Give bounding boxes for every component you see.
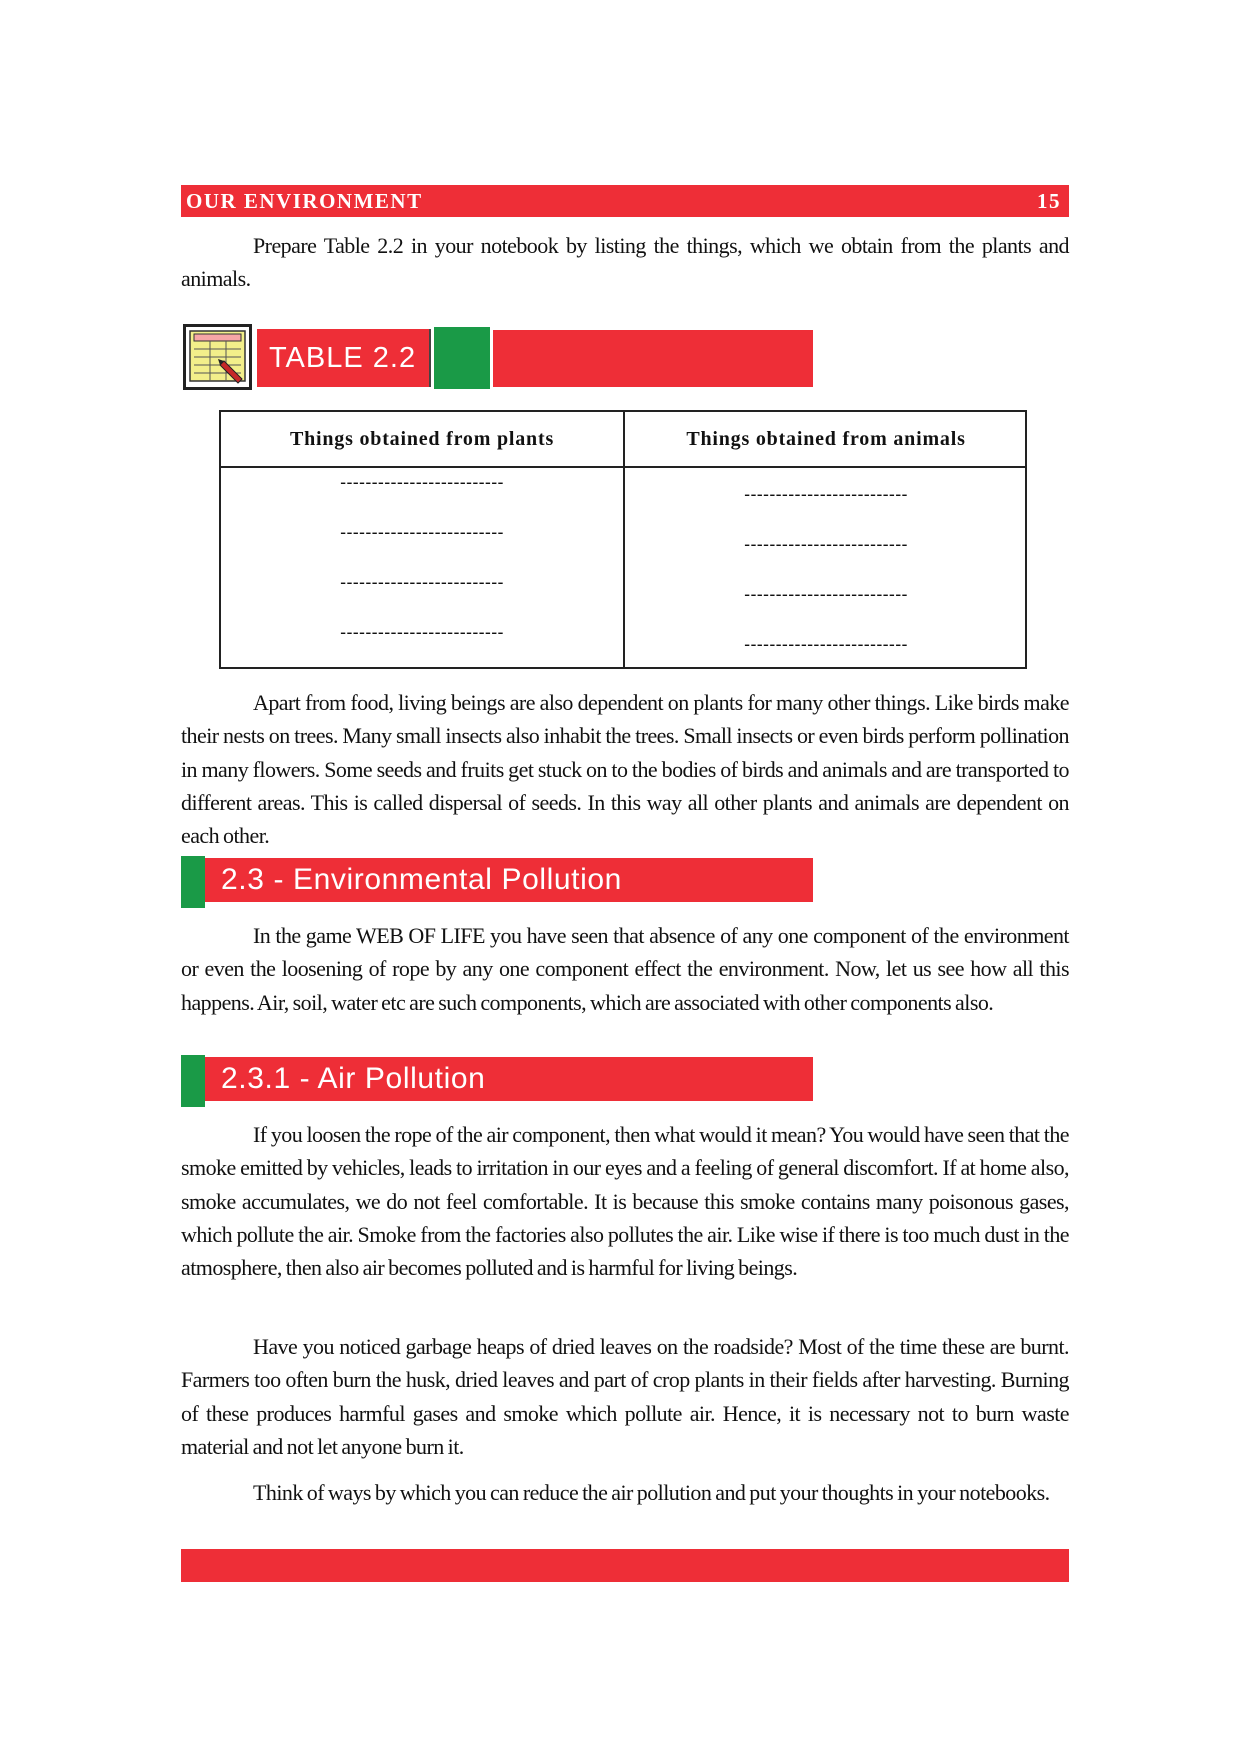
intro-paragraph: Prepare Table 2.2 in your notebook by listing the things, which we obtain from the plants and animals. xyxy=(181,233,1069,292)
table-label-accent-red xyxy=(493,330,813,387)
table-label-accent-green xyxy=(434,327,490,389)
footer-bar xyxy=(181,1549,1069,1582)
things-obtained-table xyxy=(219,410,1027,669)
section-heading-environmental-pollution xyxy=(181,856,813,908)
header-plants: Things obtained from plants xyxy=(289,428,555,450)
blank-line-plants: -------------------------- xyxy=(340,472,504,492)
blank-line-animals: -------------------------- xyxy=(744,534,908,554)
air-paragraph: If you loosen the rope of the air component, then what would it mean? You would have seen that the smoke emitted by vehicles, leads to irritation in our eyes and a feeling of general discomfort. If at home also, smoke accumulates, we do not feel comfortable. It is because this smoke contains many poisonous gases, which pollute the air. Smoke from the factories also pollutes the air. Like wise if there is too much dust in the atmosphere, then also air becomes polluted and is harmful for living beings. xyxy=(181,1122,1069,1281)
page-number: 15 xyxy=(1037,188,1061,213)
pollution-paragraph: In the game WEB OF LIFE you have seen that absence of any one component of the environment or even the loosening of rope by any one component effect the environment. Now, let us see how all this happens. Air, soil, water etc are such components, which are associated with other components also. xyxy=(181,923,1069,1015)
blank-line-animals: -------------------------- xyxy=(744,634,908,654)
table-label: TABLE 2.2 xyxy=(257,329,431,387)
page-header xyxy=(181,185,1069,217)
blank-line-plants: -------------------------- xyxy=(340,622,504,642)
section-heading-air-pollution xyxy=(181,1055,813,1107)
table-document-icon xyxy=(183,324,252,390)
chapter-title: OUR ENVIRONMENT xyxy=(186,188,423,213)
section-title: 2.3.1 - Air Pollution xyxy=(205,1057,813,1101)
air-paragraph: Think of ways by which you can reduce the air pollution and put your thoughts in your notebooks. xyxy=(253,1480,1050,1505)
table-title xyxy=(183,324,823,390)
header-divider xyxy=(221,466,1025,468)
header-animals: Things obtained from animals xyxy=(686,428,966,450)
section-title: 2.3 - Environmental Pollution xyxy=(205,858,813,902)
blank-line-animals: -------------------------- xyxy=(744,484,908,504)
dependence-paragraph: Apart from food, living beings are also dependent on plants for many other things. Like birds make their nests on trees. Many small insects also inhabit the trees. Small insects or even birds perform pollination in many flowers. Some seeds and fruits get stuck on to the bodies of birds and animals and are transported to different areas. This is called dispersal of seeds. In this way all other plants and animals are dependent on each other. xyxy=(181,690,1069,849)
blank-line-plants: -------------------------- xyxy=(340,572,504,592)
blank-line-plants: -------------------------- xyxy=(340,522,504,542)
heading-accent-green xyxy=(181,1055,205,1107)
air-paragraph: Have you noticed garbage heaps of dried leaves on the roadside? Most of the time these are burnt. Farmers too often burn the husk, dried leaves and part of crop plants in their fields after harvesting. Burning of these produces harmful gases and smoke which pollute air. Hence, it is necessary not to burn waste material and not let anyone burn it. xyxy=(181,1334,1069,1459)
heading-accent-green xyxy=(181,856,205,908)
blank-line-animals: -------------------------- xyxy=(744,584,908,604)
